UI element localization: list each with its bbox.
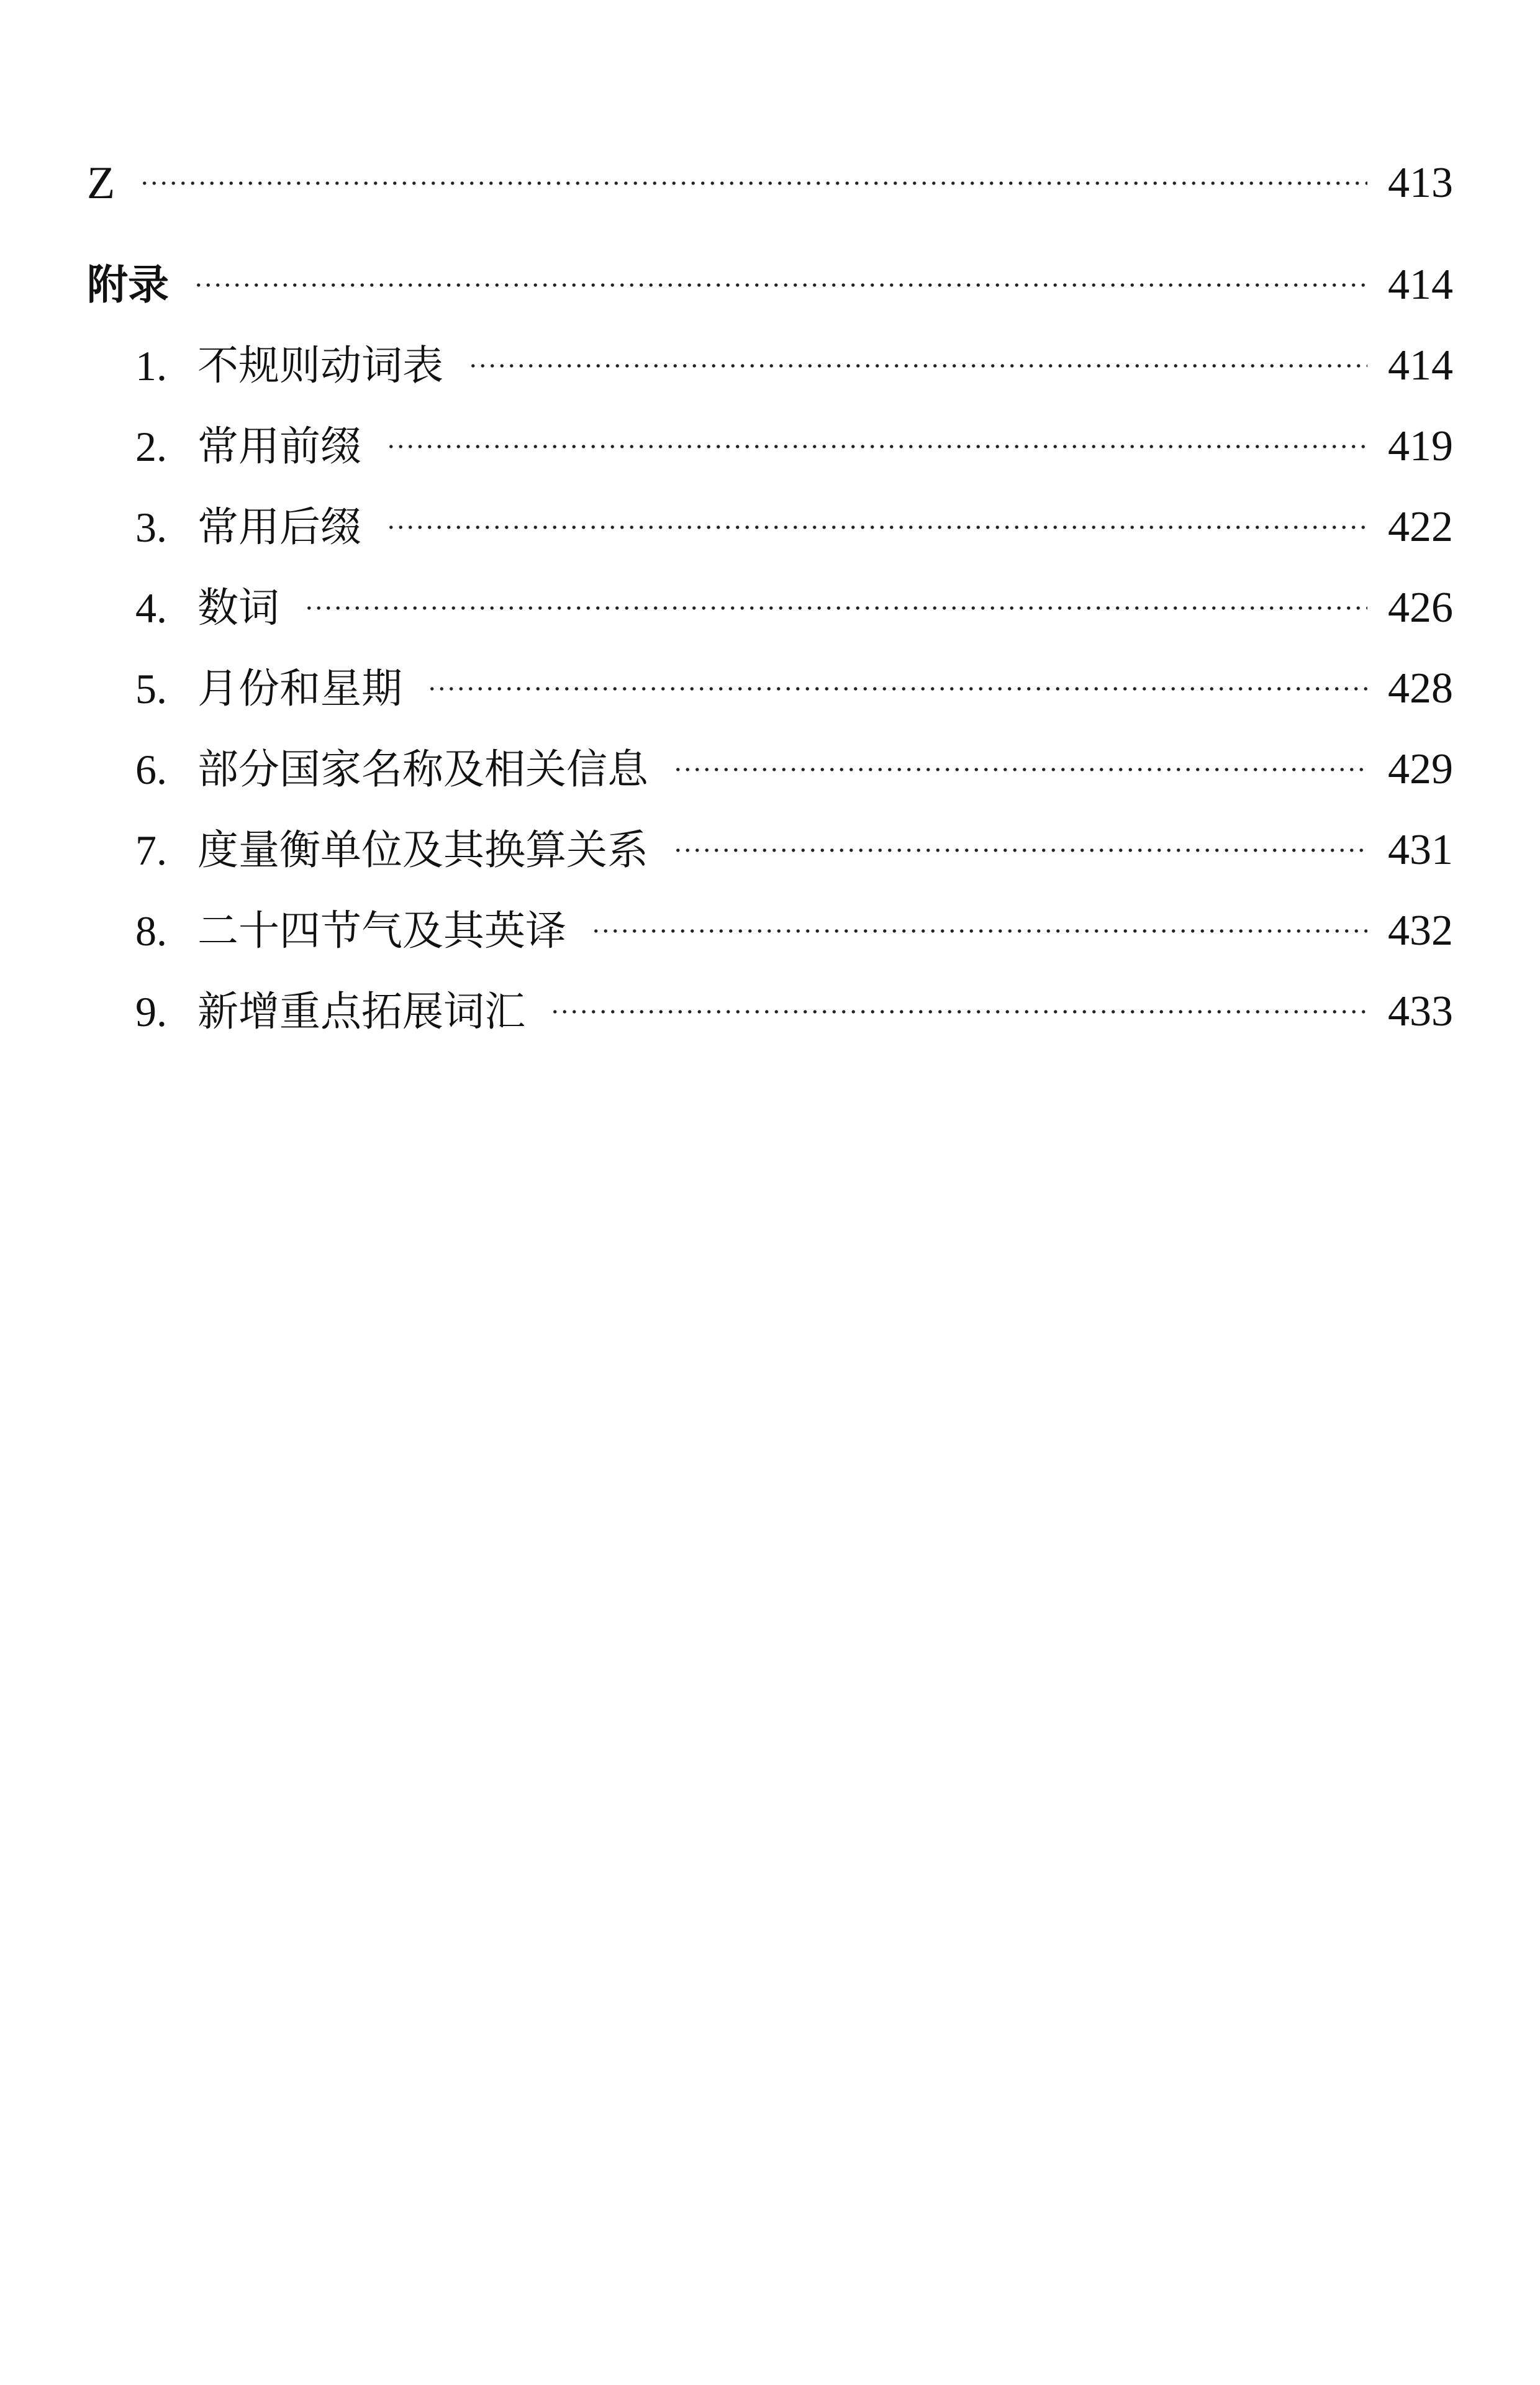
toc-entry-2[interactable] xyxy=(87,406,1453,487)
toc-item-label: 二十四节气及其英译 xyxy=(197,907,566,955)
toc-section-label: 附录 xyxy=(87,261,169,309)
toc-page-number: 414 xyxy=(1388,342,1453,389)
toc-page-number: 433 xyxy=(1388,988,1453,1035)
toc-entry-3[interactable] xyxy=(87,487,1453,568)
toc-entry-9[interactable] xyxy=(87,971,1453,1052)
dot-leader xyxy=(140,181,1367,185)
toc-item-number: 6. xyxy=(135,746,167,793)
toc-entry-appendix[interactable] xyxy=(87,245,1453,325)
toc-page-number: 432 xyxy=(1388,907,1453,955)
toc-item-number: 1. xyxy=(135,342,167,389)
dot-leader xyxy=(427,687,1367,691)
toc-entry-6[interactable] xyxy=(87,729,1453,810)
toc-page-number: 428 xyxy=(1388,665,1453,712)
toc-item-label: 常用前缀 xyxy=(197,422,361,470)
toc-page-number: 414 xyxy=(1388,261,1453,309)
toc-item-number: 4. xyxy=(135,584,167,632)
toc-page-number: 431 xyxy=(1388,826,1453,874)
toc-entry-8[interactable] xyxy=(87,891,1453,971)
toc-entry-4[interactable] xyxy=(87,568,1453,648)
toc-entry-5[interactable] xyxy=(87,648,1453,729)
toc-item-number: 3. xyxy=(135,504,167,551)
toc-entry-label: Z xyxy=(87,158,116,209)
toc-page-number: 429 xyxy=(1388,745,1453,793)
dot-leader xyxy=(591,929,1367,933)
dot-leader xyxy=(194,283,1367,287)
toc-page-number: 419 xyxy=(1388,422,1453,470)
dot-leader xyxy=(673,768,1367,771)
toc-page-number: 413 xyxy=(1388,159,1453,207)
dot-leader xyxy=(468,364,1367,368)
toc-item-label: 度量衡单位及其换算关系 xyxy=(197,826,648,874)
toc-page-number: 422 xyxy=(1388,503,1453,551)
toc-entry-z[interactable] xyxy=(87,143,1453,224)
toc-item-number: 5. xyxy=(135,665,167,712)
dot-leader xyxy=(386,525,1367,529)
table-of-contents xyxy=(87,143,1453,1052)
toc-item-number: 2. xyxy=(135,423,167,470)
toc-item-label: 新增重点拓展词汇 xyxy=(197,988,525,1035)
dot-leader xyxy=(386,445,1367,448)
toc-item-label: 月份和星期 xyxy=(197,665,402,712)
dot-leader xyxy=(673,848,1367,852)
toc-item-label: 不规则动词表 xyxy=(197,342,443,389)
toc-page-number: 426 xyxy=(1388,584,1453,632)
dot-leader xyxy=(304,606,1367,610)
toc-item-label: 数词 xyxy=(197,584,279,632)
dot-leader xyxy=(550,1010,1367,1014)
toc-entry-7[interactable] xyxy=(87,810,1453,891)
toc-item-number: 9. xyxy=(135,988,167,1035)
toc-item-label: 常用后缀 xyxy=(197,503,361,551)
toc-item-number: 7. xyxy=(135,827,167,874)
toc-entry-1[interactable] xyxy=(87,325,1453,406)
toc-item-label: 部分国家名称及相关信息 xyxy=(197,745,648,793)
toc-item-number: 8. xyxy=(135,907,167,955)
